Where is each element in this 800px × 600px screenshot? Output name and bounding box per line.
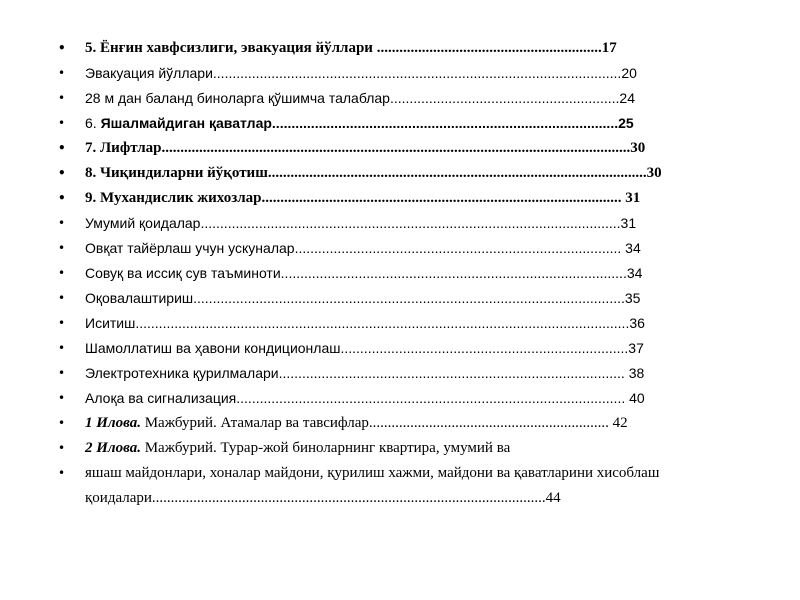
bullet-icon: • bbox=[58, 291, 66, 305]
toc-item-prefix: 2 Илова. bbox=[85, 440, 141, 456]
toc-item-text: Иситиш...............................................................................................................................36 bbox=[85, 315, 645, 331]
toc-item-communication[interactable] bbox=[58, 386, 738, 411]
toc-item-general-rules[interactable] bbox=[58, 211, 738, 236]
toc-item-text: Алоқа ва сигнализация.................................................................................................... 40 bbox=[85, 390, 645, 406]
toc-item-text: 28 м дан баланд биноларга қўшимча талаблар...........................................................24 bbox=[85, 90, 636, 106]
bullet-icon: • bbox=[58, 241, 66, 255]
toc-item-ventilation[interactable] bbox=[58, 336, 738, 361]
table-of-contents bbox=[58, 36, 738, 511]
bullet-icon: • bbox=[58, 116, 66, 130]
toc-item-prefix: 6. bbox=[85, 115, 101, 131]
toc-item-heating[interactable] bbox=[58, 311, 738, 336]
toc-item-text: Оқовалаштириш...............................................................................................................35 bbox=[85, 290, 641, 306]
toc-item-prefix: 1 Илова. bbox=[85, 415, 141, 431]
bullet-icon: • bbox=[58, 366, 66, 380]
toc-item-text: 8. Чиқиндиларни йўқотиш.....................................................................................................30 bbox=[85, 165, 662, 181]
bullet-icon: • bbox=[58, 391, 66, 405]
toc-item-cooking-equipment[interactable] bbox=[58, 236, 738, 261]
toc-item-text: Овқат тайёрлаш учун ускуналар.................................................................................... 34 bbox=[85, 240, 641, 256]
bullet-icon: • bbox=[58, 191, 66, 205]
toc-item-evacuation-routes[interactable] bbox=[58, 61, 738, 86]
toc-item-appendix-2[interactable] bbox=[58, 436, 738, 461]
bullet-icon: • bbox=[58, 66, 66, 80]
toc-item-text: Яшалмайдиган қаватлар.........................................................................................25 bbox=[100, 115, 634, 131]
toc-item-text: Электротехника қурилмалари......................................................................................... 38 bbox=[85, 365, 645, 381]
bullet-icon: • bbox=[58, 216, 66, 230]
toc-item-text: Совуқ ва иссиқ сув таъминоти.........................................................................................34 bbox=[85, 265, 643, 281]
toc-item-electrical[interactable] bbox=[58, 361, 738, 386]
bullet-icon: • bbox=[58, 441, 66, 455]
toc-item-text: Мажбурий. Турар-жой биноларнинг квартира, умумий ва bbox=[140, 440, 511, 456]
bullet-icon: • bbox=[58, 91, 66, 105]
bullet-icon: • bbox=[58, 341, 66, 355]
bullet-icon: • bbox=[58, 466, 66, 480]
toc-item-text: Умумий қоидалар............................................................................................................31 bbox=[85, 215, 637, 231]
bullet-icon: • bbox=[58, 141, 66, 155]
toc-item-text: Мажбурий. Атамалар ва тавсифлар................................................................ 42 bbox=[140, 415, 628, 431]
toc-item-text: Шамоллатиш ва ҳавони кондиционлаш..........................................................................37 bbox=[85, 340, 644, 356]
toc-item-appendix-1[interactable] bbox=[58, 411, 738, 436]
toc-item-text: 7. Лифтлар.............................................................................................................................30 bbox=[85, 140, 646, 156]
bullet-icon: • bbox=[58, 266, 66, 280]
toc-item-tall-buildings[interactable] bbox=[58, 86, 738, 111]
bullet-icon: • bbox=[58, 166, 66, 180]
bullet-icon: • bbox=[58, 41, 66, 55]
toc-item-section-6[interactable] bbox=[58, 111, 738, 136]
toc-item-section-5[interactable] bbox=[58, 36, 738, 61]
toc-item-appendix-2-continued[interactable] bbox=[58, 461, 738, 511]
toc-item-water-supply[interactable] bbox=[58, 261, 738, 286]
bullet-icon: • bbox=[58, 316, 66, 330]
toc-item-sewerage[interactable] bbox=[58, 286, 738, 311]
toc-item-text: Эвакуация йўллари.........................................................................................................20 bbox=[85, 65, 637, 81]
toc-item-section-9[interactable] bbox=[58, 186, 738, 211]
toc-item-text: яшаш майдонлари, хоналар майдони, қурилиш хажми, майдони ва қаватларини хисоблаш қоидалари.........................................................................................................44 bbox=[85, 465, 660, 506]
toc-item-text: 9. Мухандислик жихозлар................................................................................................ 31 bbox=[85, 190, 641, 206]
bullet-icon: • bbox=[58, 416, 66, 430]
toc-item-text: 5. Ёнғин хавфсизлиги, эвакуация йўллари ............................................................17 bbox=[85, 40, 617, 56]
toc-item-section-7[interactable] bbox=[58, 136, 738, 161]
toc-item-section-8[interactable] bbox=[58, 161, 738, 186]
